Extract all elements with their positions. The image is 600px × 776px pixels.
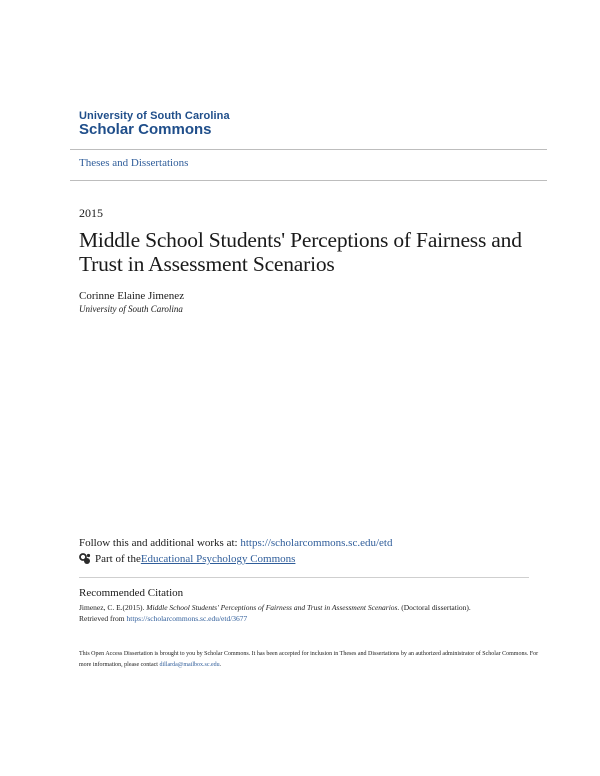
citation-divider <box>79 577 529 578</box>
citation-type: (Doctoral dissertation). <box>399 603 471 612</box>
follow-line <box>79 537 392 549</box>
citation-retrieved: Retrieved from <box>79 614 127 623</box>
collection-link[interactable]: Theses and Dissertations <box>79 157 189 169</box>
network-icon <box>79 553 91 565</box>
citation-text <box>79 602 529 624</box>
commons-link[interactable]: Educational Psychology Commons <box>140 553 296 565</box>
citation-title: Middle School Students' Perceptions of Fairness and Trust in Assessment Scenarios. <box>146 603 400 612</box>
notice-end: . <box>219 662 222 668</box>
contact-email-link[interactable]: dillarda@mailbox.sc.edu <box>159 662 220 668</box>
repository-name: Scholar Commons <box>79 121 212 138</box>
collection-divider <box>70 180 547 181</box>
citation-link[interactable]: https://scholarcommons.sc.edu/etd/3677 <box>126 614 248 623</box>
author-name: Corinne Elaine Jimenez <box>79 290 185 302</box>
document-title: Middle School Students' Perceptions of Fairness and Trust in Assessment Scenarios <box>79 228 522 276</box>
part-of-line <box>79 553 295 565</box>
publication-year: 2015 <box>79 206 103 220</box>
follow-link[interactable]: https://scholarcommons.sc.edu/etd <box>240 537 393 549</box>
follow-prefix: Follow this and additional works at: <box>79 537 241 549</box>
notice-text: This Open Access Dissertation is brought to you by Scholar Commons. It has been accepted for inclusion in Theses and Dissertations by an authorized administrator of Scholar Commons. For more information, please contact <box>79 651 539 668</box>
citation-author: Jimenez, C. E.(2015). <box>79 603 147 612</box>
recommended-citation-heading: Recommended Citation <box>79 587 184 599</box>
access-notice <box>79 649 539 671</box>
part-of-prefix: Part of the <box>95 553 141 565</box>
author-affiliation: University of South Carolina <box>79 304 183 314</box>
university-name: University of South Carolina <box>79 110 230 122</box>
header-divider <box>70 149 547 150</box>
